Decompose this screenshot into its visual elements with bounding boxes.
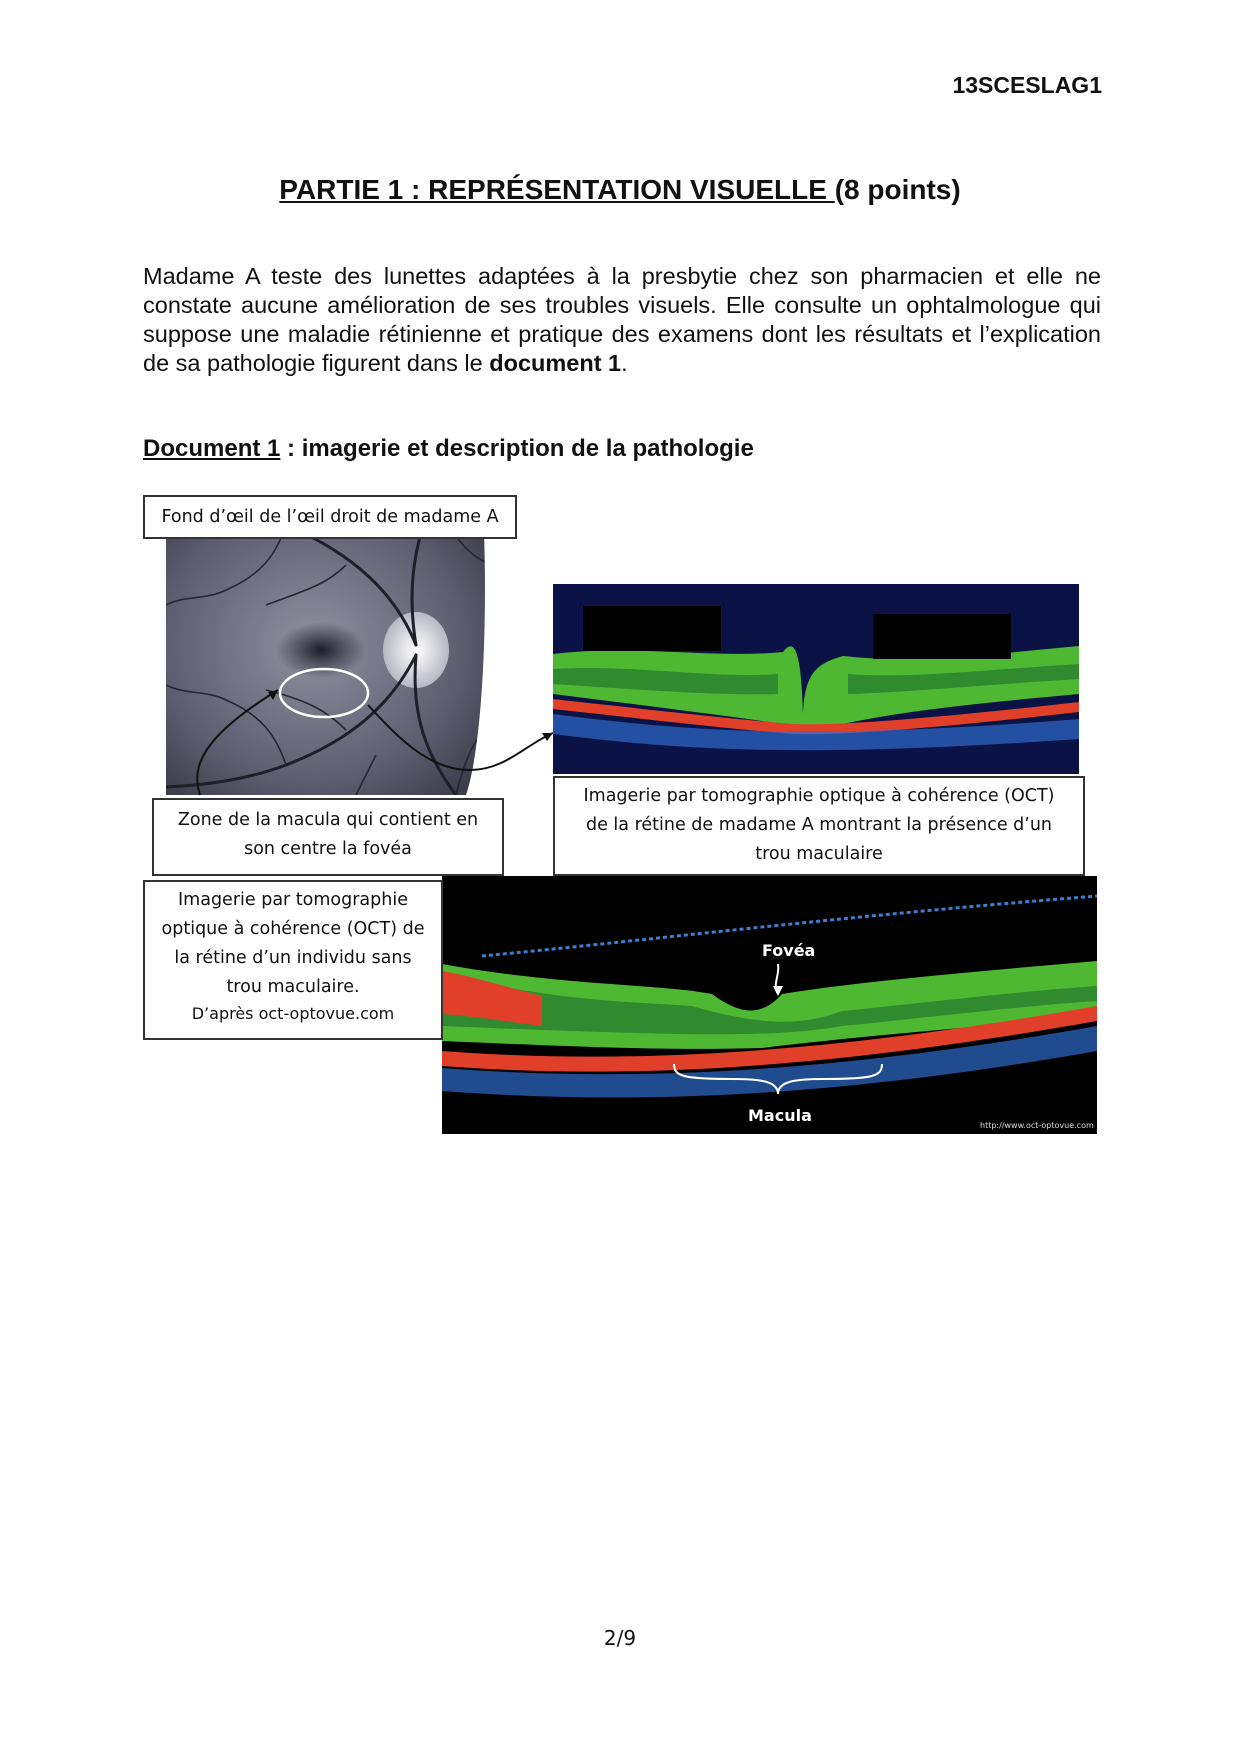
arrow-to-oct bbox=[368, 705, 553, 770]
intro-bold: document 1 bbox=[489, 350, 622, 376]
page-number: 2/9 bbox=[603, 1626, 637, 1650]
arrow-to-macula bbox=[197, 690, 278, 795]
caption-oct-normal-source: D’après oct-optovue.com bbox=[191, 1004, 395, 1023]
exam-code: 13SCESLAG1 bbox=[952, 72, 1102, 98]
section-title-points: (8 points) bbox=[834, 174, 961, 205]
caption-oct-patient: Imagerie par tomographie optique à cohérence (OCT) de la rétine de madame A montrant la présence d’un trou maculaire bbox=[553, 776, 1085, 876]
fovea-label: Fovéa bbox=[762, 941, 816, 960]
image-credit: http://www.oct-optovue.com bbox=[980, 1121, 1094, 1130]
section-title-main: PARTIE 1 : REPRÉSENTATION VISUELLE bbox=[279, 174, 835, 205]
intro-end: . bbox=[621, 350, 628, 376]
oct-patient-image bbox=[553, 584, 1079, 774]
document-label: Document 1 bbox=[143, 435, 281, 462]
caption-oct-normal-text: Imagerie par tomographie optique à cohérence (OCT) de la rétine d’un individu sans trou maculaire. bbox=[161, 890, 425, 997]
caption-oct-normal bbox=[143, 880, 443, 1040]
caption-fundus: Fond d’œil de l’œil droit de madame A bbox=[143, 495, 517, 539]
oct-normal-image bbox=[442, 876, 1097, 1134]
document-title: : imagerie et description de la pathologie bbox=[280, 435, 754, 462]
caption-macula-zone: Zone de la macula qui contient en son centre la fovéa bbox=[152, 798, 504, 876]
macula-ellipse bbox=[280, 669, 368, 717]
macula-label: Macula bbox=[748, 1106, 812, 1125]
intro-text: Madame A teste des lunettes adaptées à la presbytie chez son pharmacien et elle ne constate aucune amélioration de ses troubles visuels. Elle consulte un ophtalmologue qui suppose une maladie rétinienne et pratique des examens dont les résultats et l’explication de sa pathologie figurent dans le bbox=[143, 263, 1101, 376]
